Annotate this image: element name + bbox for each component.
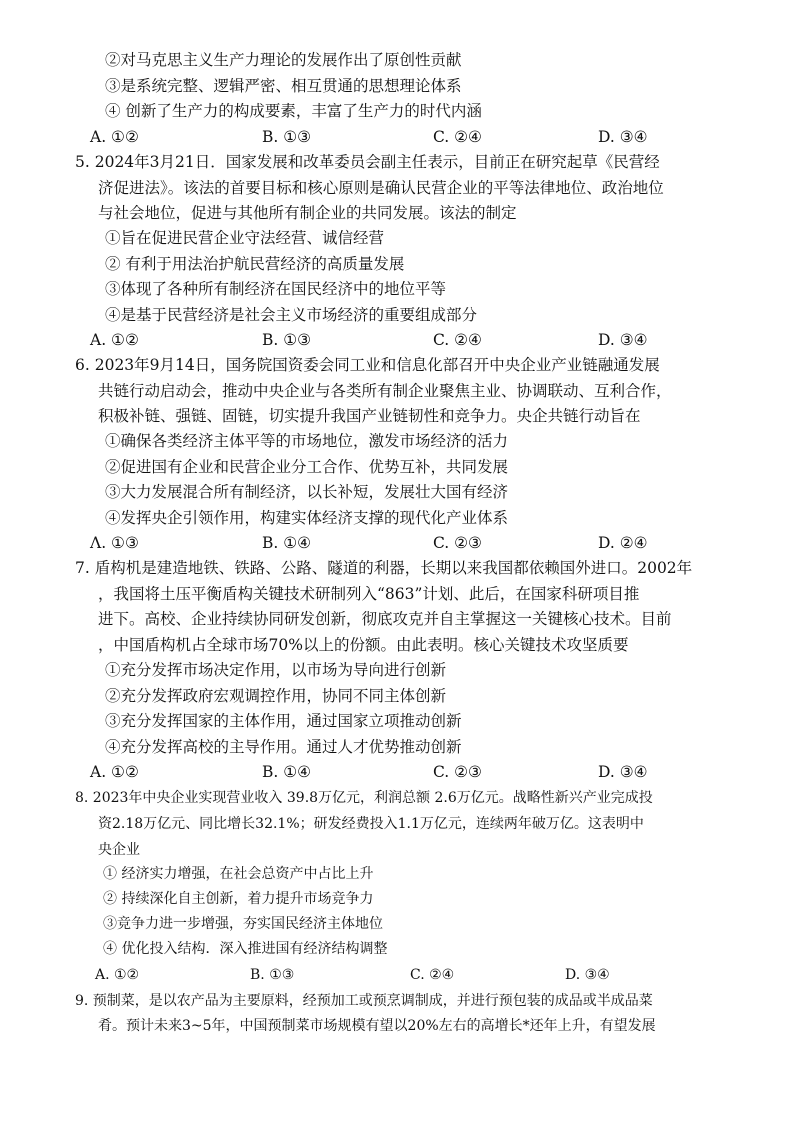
q5-item-4: ④是基于民营经济是社会主义市场经济的重要组成部分 [105,306,478,324]
q9-stem-line-1: 9. 预制菜，是以农产品为主要原料，经预加工或预烹调制成，并进行预包装的成品或半成品菜 [75,993,653,1009]
q5-stem-line-2: 济促进法》。该法的首要目标和核心原则是确认民营企业的平等法律地位、政治地位 [98,179,664,197]
q8-option-d[interactable]: D. ③④ [565,967,610,983]
q5-option-c[interactable]: C. ②④ [433,331,482,349]
q5-stem-line-1: 5. 2024年3月21日．国家发展和改革委员会副主任表示，目前正在研究起草《民营经 [75,153,660,171]
q8-item-1: ① 经济实力增强，在社会总资产中占比上升 [103,866,374,882]
q6-option-b[interactable]: B. ①④ [262,534,312,552]
q7-option-d[interactable]: D. ③④ [598,763,648,781]
q4-option-a[interactable]: A. ①② [90,128,139,146]
q4-option-d[interactable]: D. ③④ [598,128,648,146]
q5-item-1: ①旨在促进民营企业守法经营、诚信经营 [105,229,385,247]
q6-item-2: ②促进国有企业和民营企业分工合作、优势互补，共同发展 [105,458,509,476]
q6-item-3: ③大力发展混合所有制经济，以长补短，发展壮大国有经济 [105,483,509,501]
q4-option-b[interactable]: B. ①③ [262,128,312,146]
q6-stem-line-3: 积极补链、强链、固链，切实提升我国产业链韧性和竞争力。央企共链行动旨在 [98,407,641,425]
q6-stem-line-1: 6. 2023年9月14日，国务院国资委会同工业和信息化部召开中央企业产业链融通发展 [75,356,660,374]
q6-item-4: ④发挥央企引领作用，构建实体经济支撑的现代化产业体系 [105,509,509,527]
q6-option-c[interactable]: C. ②③ [433,534,482,552]
q8-stem-line-1: 8. 2023年中央企业实现营业收入 39.8万亿元，利润总额 2.6万亿元。战略性新兴产业完成投 [75,790,653,806]
q7-option-b[interactable]: B. ①④ [262,763,312,781]
q8-item-4: ④ 优化投入结构．深入推进国有经济结构调整 [103,941,388,957]
q7-stem-line-2: ，我国将土压平衡盾构关键技术研制列入“863”计划、此后，在国家科研项目推 [98,585,640,603]
q4-item-4: ④ 创新了生产力的构成要素，丰富了生产力的时代内涵 [105,102,482,120]
q7-stem-line-3: 进下。高校、企业持续协同研发创新，彻底攻克并自主掌握这一关键核心技术。目前 [98,610,672,628]
q4-item-3: ③是系统完整、逻辑严密、相互贯通的思想理论体系 [105,77,462,95]
q8-stem-line-3: 央企业 [98,842,140,858]
q6-stem-line-2: 共链行动启动会，推动中央企业与各类所有制企业聚焦主业、协调联动、互利合作， [98,382,672,400]
q7-stem-line-4: ，中国盾构机占全球市场70%以上的份额。由此表明。核心关键技术攻坚质要 [98,636,629,654]
q6-item-1: ①确保各类经济主体平等的市场地位，激发市场经济的活力 [105,432,509,450]
q5-option-d[interactable]: D. ③④ [598,331,648,349]
q7-option-a[interactable]: A. ①② [90,763,139,781]
q7-item-4: ④充分发挥高校的主导作用。通过人才优势推动创新 [105,738,462,756]
q8-item-2: ② 持续深化自主创新，着力提升市场竞争力 [103,891,374,907]
q7-item-1: ①充分发挥市场决定作用，以市场为导向进行创新 [105,661,447,679]
q7-item-3: ③充分发挥国家的主体作用，通过国家立项推动创新 [105,712,462,730]
q5-option-a[interactable]: A. ①② [90,331,139,349]
q6-option-d[interactable]: D. ②④ [598,534,648,552]
q7-item-2: ②充分发挥政府宏观调控作用，协同不同主体创新 [105,687,447,705]
q4-item-2: ②对马克思主义生产力理论的发展作出了原创性贡献 [105,51,462,69]
q7-option-c[interactable]: C. ②③ [433,763,482,781]
q8-option-a[interactable]: A. ①② [95,967,140,983]
q7-stem-line-1: 7. 盾构机是建造地铁、铁路、公路、隧道的利器，长期以来我国都依赖国外进口。2002年 [75,559,693,577]
q5-item-2: ② 有利于用法治护航民营经济的高质量发展 [105,255,405,273]
q5-stem-line-3: 与社会地位，促进与其他所有制企业的共同发展。该法的制定 [98,204,517,222]
q6-option-a[interactable]: Λ. ①③ [90,534,139,552]
q5-option-b[interactable]: B. ①③ [262,331,312,349]
q9-stem-line-2: 肴。预计未来3~5年，中国预制菜市场规模有望以20%左右的高增长*还年上升，有望发展 [98,1018,656,1034]
q8-option-c[interactable]: C. ②④ [410,967,455,983]
q8-stem-line-2: 资2.18万亿元、同比增长32.1%；研发经费投入1.1万亿元，连续两年破万亿。这表明中 [98,816,644,832]
q8-option-b[interactable]: B. ①③ [250,967,295,983]
q8-item-3: ③竞争力进一步增强，夯实国民经济主体地位 [103,916,383,932]
q5-item-3: ③体现了各种所有制经济在国民经济中的地位平等 [105,280,447,298]
q4-option-c[interactable]: C. ②④ [433,128,482,146]
